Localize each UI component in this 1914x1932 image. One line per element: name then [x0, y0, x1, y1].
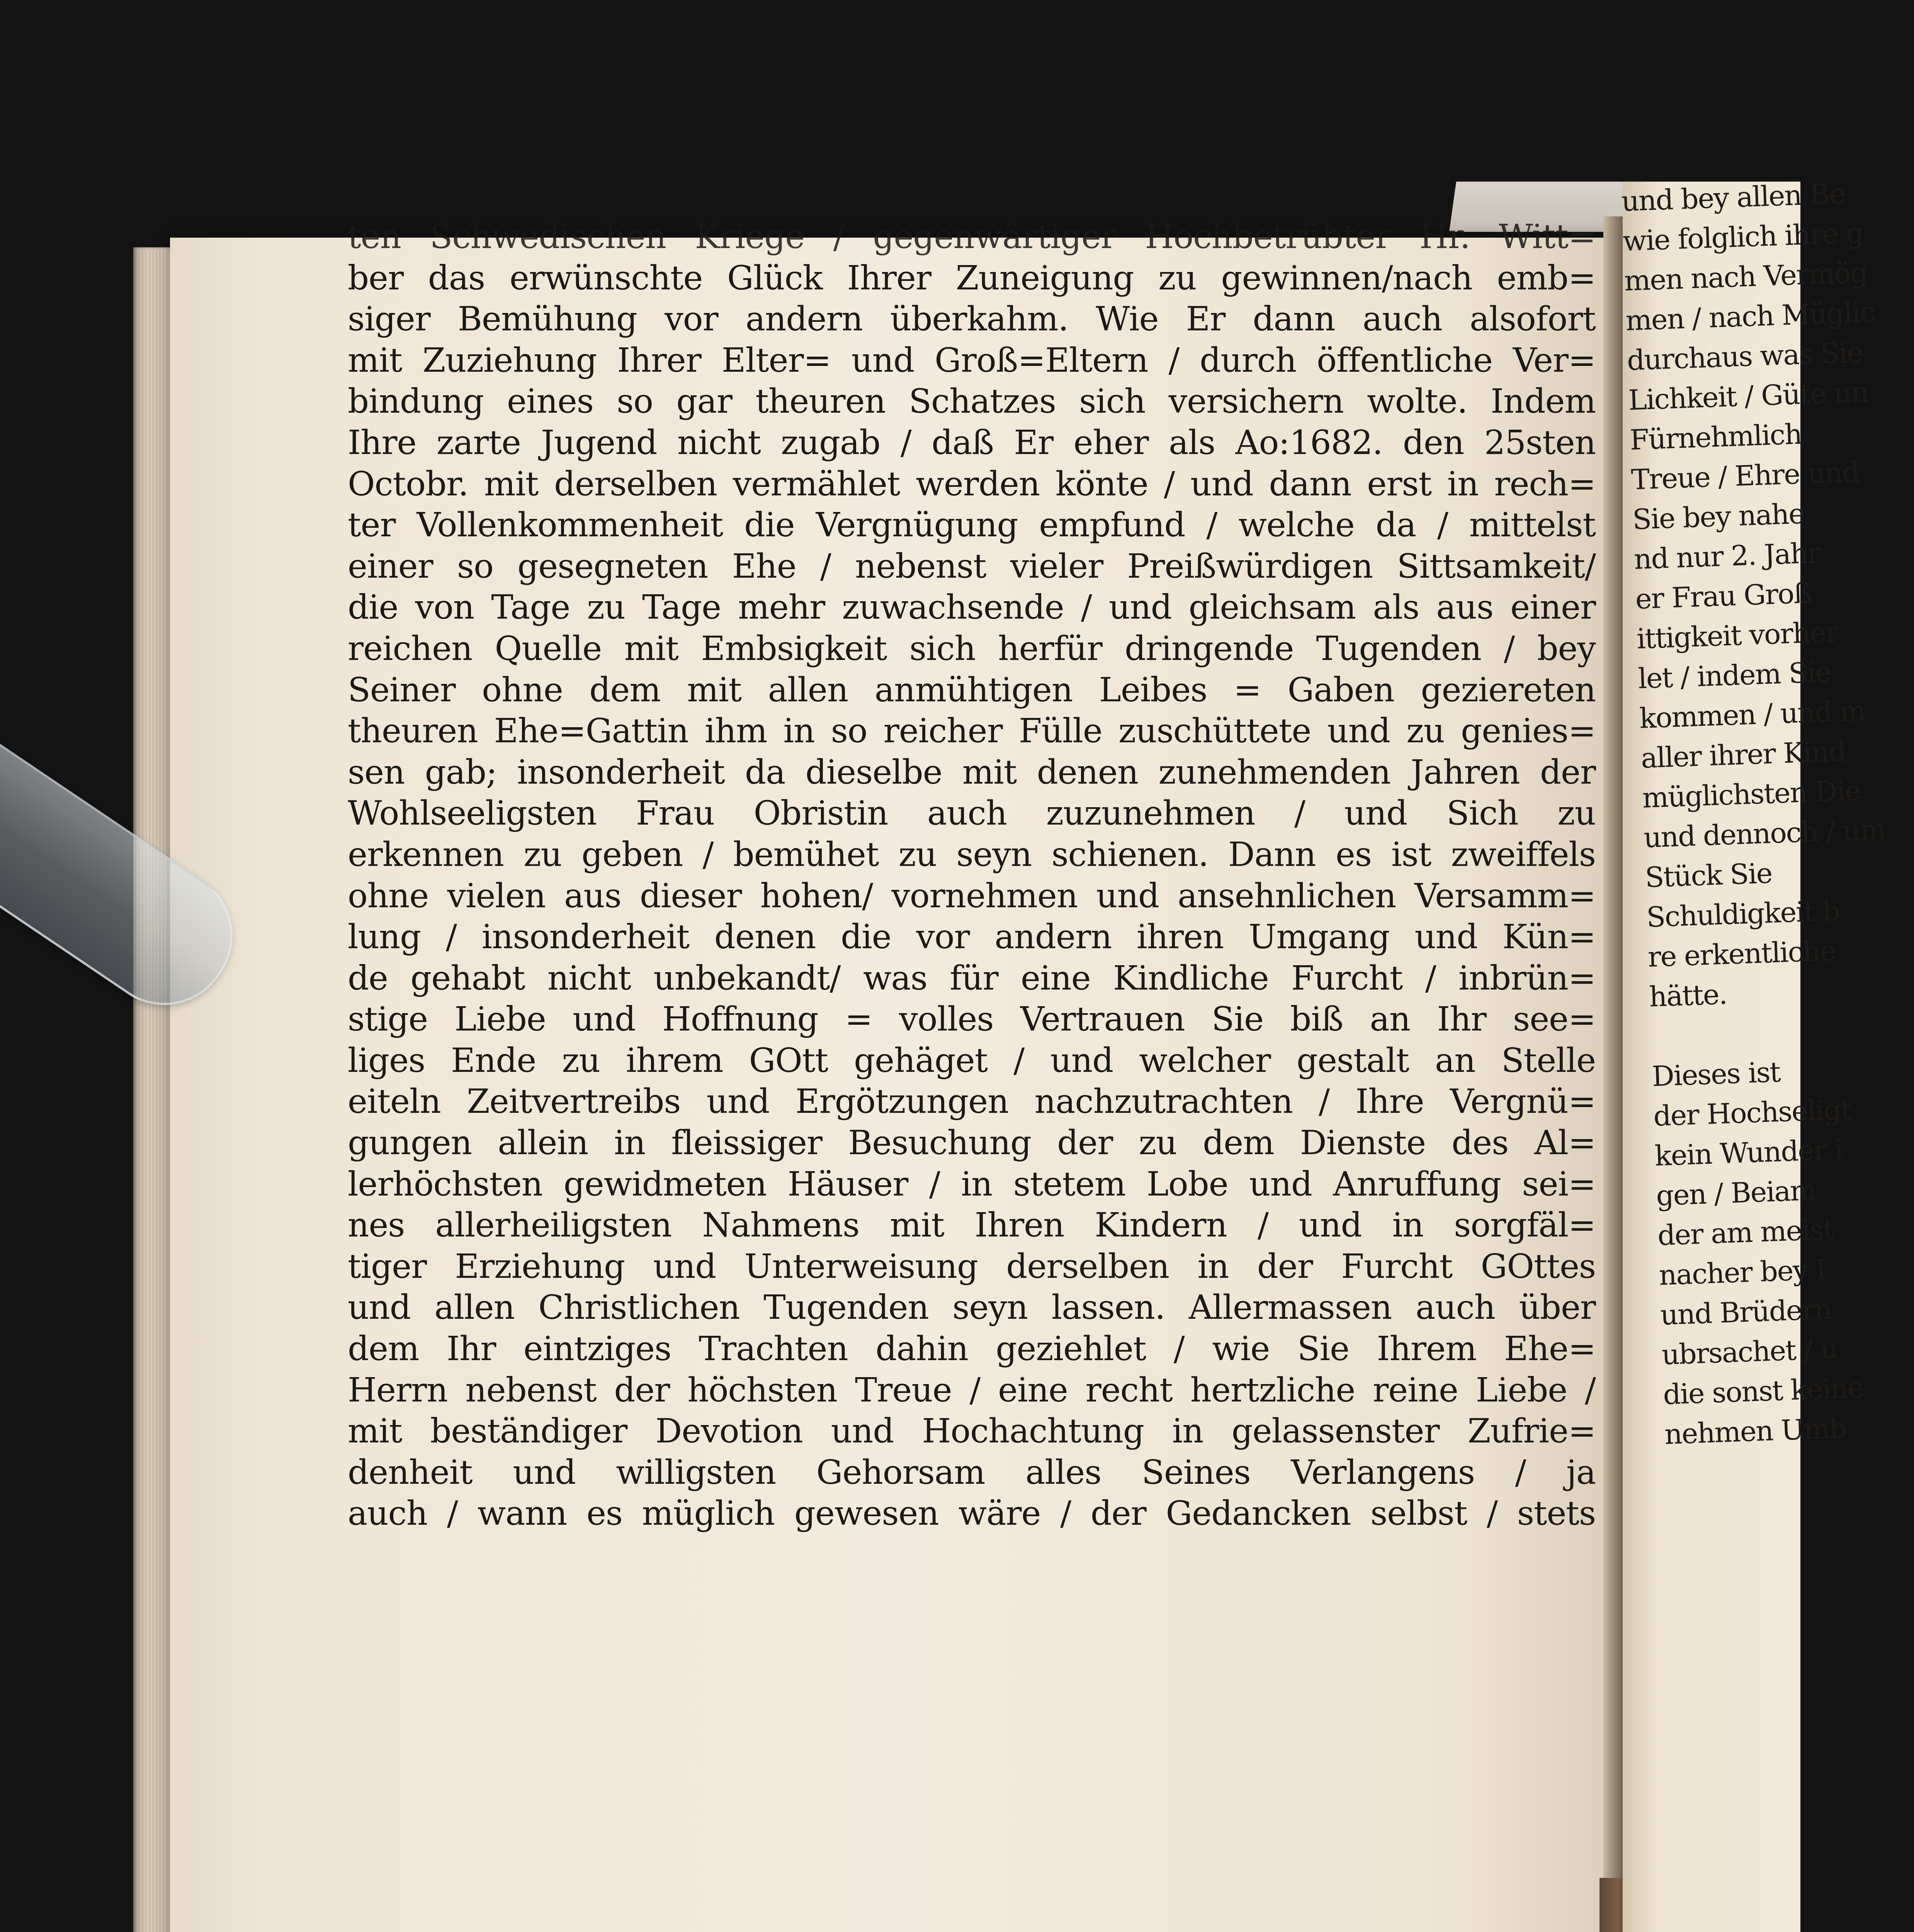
text-line: ten Schwedischen Kriege / gegenwärtiger Hochbetrübter Hr. Witt= [348, 218, 1596, 256]
text-line: Ihre zarte Jugend nicht zugab / daß Er eher als Ao:1682. den 25sten [348, 423, 1596, 462]
text-line: und Brüdern [1659, 1293, 1832, 1332]
text-line: durchaus was Sie [1626, 336, 1863, 377]
text-line: auch / wann es müglich gewesen wäre / der Gedancken selbst / stets [348, 1494, 1596, 1533]
text-line: tiger Erziehung und Unterweisung derselben in der Furcht GOttes [348, 1247, 1596, 1286]
left-page-text [348, 216, 1596, 1534]
text-line: einer so gesegneten Ehe / nebenst vieler Preißwürdigen Sittsamkeit/ [348, 547, 1596, 586]
text-line: mit beständiger Devotion und Hochachtung in gelassenster Zufrie= [348, 1412, 1596, 1451]
text-line: lerhöchsten gewidmeten Häuser / in stetem Lobe und Anruffung sei= [348, 1165, 1596, 1204]
text-line: der am meist [1657, 1213, 1834, 1252]
text-line: eiteln Zeitvertreibs und Ergötzungen nachzutrachten / Ihre Vergnü= [348, 1082, 1596, 1121]
text-line: ittigkeit vorher [1636, 616, 1839, 655]
text-line: wie folglich ihre g [1622, 216, 1864, 257]
text-line: Seiner ohne dem mit allen anmühtigen Leibes = Gaben geziereten [348, 670, 1596, 709]
text-line: bindung eines so gar theuren Schatzes sich versichern wolte. Indem [348, 382, 1596, 421]
text-line: de gehabt nicht unbekandt/ was für eine Kindliche Furcht / inbrün= [348, 959, 1596, 998]
text-line: erkennen zu geben / bemühet zu seyn schienen. Dann es ist zweiffels [348, 835, 1596, 874]
text-line: die sonst keine [1662, 1371, 1864, 1411]
text-line: müglichsten Die [1642, 774, 1861, 815]
text-line: und dennoch / um [1643, 813, 1886, 854]
text-line: dem Ihr eintziges Trachten dahin geziehlet / wie Sie Ihrem Ehe= [348, 1330, 1596, 1369]
text-line: und bey allen Be [1621, 177, 1846, 218]
text-line: nacher bey I [1658, 1253, 1827, 1292]
text-line: hätte. [1649, 978, 1727, 1013]
text-line: ter Vollenkommenheit die Vergnügung empfund / welche da / mittelst [348, 506, 1596, 545]
text-line: siger Bemühung vor andern überkahm. Wie Er dann auch alsofort [348, 300, 1596, 339]
text-line: Lichkeit / Güte un [1628, 376, 1869, 417]
text-line: und allen Christlichen Tugenden seyn lassen. Allermassen auch über [348, 1288, 1596, 1327]
text-line: Fürnehmlich [1629, 418, 1802, 456]
text-line: mit Zuziehung Ihrer Elter= und Groß=Eltern / durch öffentliche Ver= [348, 341, 1596, 380]
text-line: denheit und willigsten Gehorsam alles Seines Verlangens / ja [348, 1453, 1596, 1492]
text-line: sen gab; insonderheit da dieselbe mit denen zunehmenden Jahren der [348, 753, 1596, 792]
text-line: nehmen Umb [1664, 1412, 1847, 1451]
text-line: kein Wunder i [1654, 1133, 1843, 1172]
text-line: kommen / und m [1639, 694, 1866, 735]
text-line: er Frau Groß [1635, 577, 1812, 616]
text-line: lung / insonderheit denen die vor andern ihren Umgang und Kün= [348, 918, 1596, 957]
text-line: theuren Ehe=Gattin ihm in so reicher Fülle zuschüttete und zu genies= [348, 712, 1596, 751]
text-line: Schuldigkeit b [1646, 894, 1840, 934]
text-line: aller ihrer Kind [1640, 735, 1846, 775]
text-line: let / indem Sie [1637, 655, 1831, 695]
text-line: Dieses ist [1651, 1056, 1781, 1093]
text-line: men / nach Müglic [1625, 296, 1875, 337]
text-line: gungen allein in fleissiger Besuchung der zu dem Dienste des Al= [348, 1124, 1596, 1163]
text-line: Stück Sie [1644, 857, 1773, 894]
text-line: ubrsachet / u [1661, 1332, 1838, 1371]
text-line: Sie bey nahe [1632, 497, 1805, 536]
text-line: gen / Beiam [1656, 1174, 1816, 1212]
text-line: Treue / Ehre und [1630, 455, 1860, 496]
text-line: Octobr. mit derselben vermählet werden könte / und dann erst in rech= [348, 464, 1596, 503]
text-line: die von Tage zu Tage mehr zuwachsende / und gleichsam als aus einer [348, 588, 1596, 627]
text-line: stige Liebe und Hoffnung = volles Vertrauen Sie biß an Ihr see= [348, 1000, 1596, 1039]
text-line: men nach Vermög [1623, 256, 1868, 297]
text-line: Herrn nebenst der höchsten Treue / eine recht hertzliche reine Liebe / [348, 1371, 1596, 1410]
text-line: Wohlseeligsten Frau Obristin auch zuzunehmen / und Sich zu [348, 794, 1596, 833]
text-line: ohne vielen aus dieser hohen/ vornehmen und ansehnlichen Versamm= [348, 876, 1596, 915]
text-line: ber das erwünschte Glück Ihrer Zuneigung zu gewinnen/nach emb= [348, 259, 1596, 298]
text-line: reichen Quelle mit Embsigkeit sich herfür dringende Tugenden / bey [348, 629, 1596, 668]
text-line: nd nur 2. Jahr [1633, 536, 1821, 576]
text-line [1650, 1010, 1832, 1056]
text-line: nes allerheiligsten Nahmens mit Ihren Kindern / und in sorgfäl= [348, 1206, 1596, 1245]
text-line: der Hochseligt [1652, 1093, 1852, 1133]
text-line: liges Ende zu ihrem GOtt gehäget / und welcher gestalt an Stelle [348, 1041, 1596, 1080]
text-line: re erkentliche [1647, 934, 1836, 973]
